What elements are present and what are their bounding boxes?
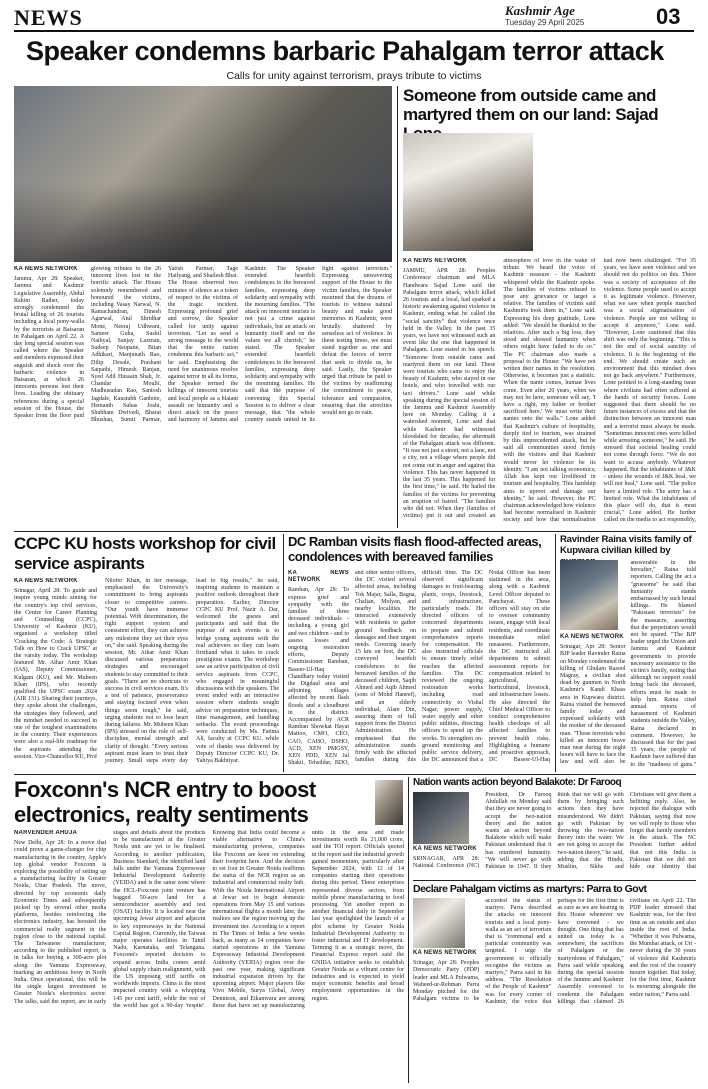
divider-col-foxconn: [408, 777, 409, 1083]
foxconn-byline: NARVENDER AHUJA: [14, 830, 78, 836]
divider-col-ramban: [555, 534, 556, 772]
parra-byline: KA NEWS NETWORK: [413, 950, 477, 956]
cccp-article: [14, 578, 279, 770]
ravinder-headline: Ravinder Raina visits family of Kupwara civilian killed by: [560, 534, 692, 556]
foxconn-headline: Foxconn's NCR entry to boost electronics, realty sentiments: [14, 777, 316, 827]
farooq-article: [413, 792, 696, 877]
ramban-byline: KA NEWS NETWORK: [288, 570, 349, 584]
cccp-body: Srinagar, April 28: To guide and inspire young minds aiming for the country's top civil services, the Centre for Career Planning and Counselling (CCPC), University of Kashmir (KU), organised a workshop titled 'Cracking the Code: A Strategic Talk on How to Crack UPSC' at the varsity today. The workshop featured Mr. Athar Amir Khan (IAS), Deputy Commissioner, Kulgam (KU), and Mr. Mubeen Khan (IPS), who recently qualified the UPSC exam 2024 (AIR 131). Sharing their journeys, they spoke about the challenges, the strategies they followed, and the mindset needed to succeed in one of the toughest examinations in the country. Their experiences were also a real-life roadmap for the aspirants attending the session. Vice-Chancellor KU, Prof Nilofer Khan, in her message, emphasised the University's commitment to bring aspirants closer to competitive careers. "Our youth have immense potential. With determination, the right support system and consistent effort, they can achieve any milestone they set their eyes on," she said. Speaking during the session, Mr. Athar Amir Khan discussed various preparation strategies and encouraged students to stay committed to their goals. "There are no shortcuts to success in civil services exam. It's a test of patience, perseverance and staying focused even when things seem tough," he said, urging students not to lose heart during failures. Mr. Mubeen Khan (IPS) stressed on the role of self-discipline, mental strength and clarity of thought. "Every serious aspirant must learn to trust their journey. Small steps every day lead to big results," he said, inspiring students to maintain a positive outlook throughout their preparation. Earlier, Director CCPC KU Prof. Nazir A. Dar, welcomed the guests and participants and said that the purpose of such events is to bridge young aspirants with the real achievers so they can learn firsthand what it takes to crack prestigious exams. The workshop saw an active participation of civil service aspirants from CCPC, who engaged in meaningful discussions with the speakers. The event ended with an interactive session where students sought advice on preparation techniques, time management, and handling setbacks. The event proceedings were conducted by Ms. Fatima Ali, faculty at CCPC KU, while vote of thanks was delivered by Deputy Director CCPC KU, Dr. Yahiya Bakhtiyar.: [14, 578, 279, 765]
section-label: NEWS: [14, 5, 83, 30]
ramban-article: [288, 570, 550, 770]
lead-subhead: Calls for unity against terrorism, prays tribute to victims: [226, 70, 482, 82]
divider-col-lead: [397, 86, 398, 528]
foxconn-photo: [375, 780, 403, 825]
sajad-photo: [403, 133, 533, 251]
lead-headline: Speaker condemns barbaric Pahalgam terror attack: [26, 36, 664, 66]
lead-article: [14, 266, 392, 526]
farooq-byline: KA NEWS NETWORK: [413, 846, 477, 852]
cccp-byline: KA NEWS NETWORK: [14, 578, 78, 584]
sajad-headline: Someone from outside came and martyred them on our land: Sajad: [403, 86, 659, 124]
sajad-byline: KA NEWS NETWORK: [403, 258, 467, 264]
lead-photo: [14, 86, 392, 262]
parra-article: [413, 898, 696, 1082]
cccp-headline: CCPC KU hosts workshop for civil service aspirants: [14, 534, 276, 573]
sajad-article: [403, 258, 696, 526]
farooq-headline: Nation wants action beyond Balakote: Dr Farooq: [413, 777, 622, 788]
divider-row2: [14, 774, 696, 775]
lead-byline: KA NEWS NETWORK: [14, 266, 78, 272]
page-number: 03: [656, 4, 681, 29]
ravinder-byline: KA NEWS NETWORK: [560, 634, 624, 640]
parra-body: Srinagar, Apr 28: Peoples Democratic Party (PDP) leader and MLA Pulwama, Waheed-ur-Rehman Parra Monday pitched for the Pahalgam victims to be accorded the status of martyrs. Parra described the attacks on innocent tourists and a local pony-walla as an act of terrorism that is "communal and a particular community was targeted. I urge the government to officially recognise the victims as martyrs," Parra said in his address. "The Resolution of the People of Kashmir" was for every corner of Kashmir, the voice that perhaps for the first time is as sure as we are hearing in this House whenever we have convened - we thought. One thing that has united us today is a somewhere, the sacrifices of Pahalgam or the martyrdoms of Pahalgam," Parra said while speaking during the special session of the Jammu and Kashmir Assembly convened to condemn the Pahalgam killings that claimed 26 civilians on April 22. The PDP leader stressed that Kashmir was, for the first time as an outside and also inside the root of India. "Whether it was Pulwama, the Mumbai attack, or Uri - never during the 30 years of violence did Kashmiris and the rest of the country mourn together. But today, for the first time, Kashmir is mourning alongside the entire nation," Parra said.: [413, 898, 696, 1005]
ravinder-body: Srinagar, Apr 28: Senior BJP leader Ravinder Raina on Monday condemned the killing of Ghulam Rasool Magray, a civilian shot dead by gunmen in North Kashmir's Kandi Khass area in Kupwara district. Raina visited the bereaved family today and expressed solidarity with the mother of the deceased man. "Those terrorists who killed an innocent brave man near during the night hours will have to face the law and will also be answerable in the hereafter," Raina told reporters. Calling the act a "gruesome" he said that humanity stands embarrassed by such brutal killings. He blamed "Pakistani terrorists" for the massacre, asserting that the perpetrators would not be spared. "The BJP leader urged the Union and Jammu and Kashmir governments to provide necessary assistance to the victim's family, noting that although no support could bring back the deceased, efforts must be made to help him. Raina cited annual reports of harassment of Kashmiri students outside the Valley, Raina declared in comment. However, he discussed that for the past 35 years, the people of Kashmir have suffered due to the "madness of guns.": [560, 560, 696, 768]
issue-date: Tuesday 29 April 2025: [505, 18, 585, 27]
divider-row1: [14, 531, 696, 532]
masthead-rule: [14, 30, 694, 32]
divider-farooq-parra: [413, 880, 696, 881]
masthead: [0, 0, 708, 32]
ramban-body: Ramban, Apr 28: To express grief and sympathy with the families of three deceased individuals - including a young girl and two children - and to assess losses and ongoing restoration efforts, Deputy Commissioner Ramban, Baseer-Ul-Haq Chaudhary today visited the Digdaul area and adjoining villages affected by recent flash floods and a cloudburst in the district. Accompanied by ACR Ramban Showkat Hayat Mattoo, CMO, CEO, CAO, CAHO, DSHO, ACD, XEN PMGSY, XEN PDD, XEN Jal Shakti, Tehsildar, BDO, and other senior officers, the DC visited several affected areas, including Tok Majar, Salla, Bagna, Chalian, Molyan, and nearby localities. He interacted extensively with residents to gather ground feedback on damages and their urgent needs. Covering nearly 15 km on foot, the DC conveyed heartfelt condolences to the bereaved families of the deceased children, Saqib Ahmed and Aqib Ahmed (sons of Mohd Haneef), and an elderly individual, Alam Din, assuring them of full support from the District Administration. He emphasised that the administration stands firmly with the affected families during this difficult time. The DC observed significant damages to fruit-bearing plants, crops, livestock, and infrastructure, particularly roads. He directed officers of concerned departments to prepare and submit comprehensive reports for compensation. He also instructed officials to ensure timely relief reaches the affected families. The DC reviewed the ongoing restoration works including road connectivity to Vishal Nagar, power supply, water supply and other public utilities, directing officers to speed up the works. To strengthen on-ground monitoring and public service delivery, the DC announced that a Nodal Officer has been stationed in the area, along with a Kashmir Level Officer deputed to Panchayat. These officers will stay on site to oversee community issues, engage with local residents, and coordinate immediate relief measures. Furthermore, the DC instructed all departments to submit assessment reports for compensation related to agricultural, horticultural, livestock, and infrastructure losses. He also directed the Chief Medical Officer to conduct comprehensive health checkups of all affected families to prevent health risks. Highlighting a humane and proactive approach, DC Baseer-Ul-Haq: [288, 570, 550, 767]
divider-col-cccp: [283, 534, 284, 772]
parra-headline: Declare Pahalgam victims as martyrs: Parra to Govt: [413, 883, 647, 895]
ravinder-article: [560, 560, 696, 770]
ramban-headline: DC Ramban visits flash flood-affected areas, condolences with bereaved families: [288, 534, 542, 564]
newspaper-logo: Kashmir Age: [505, 3, 575, 18]
farooq-body: SRINAGAR, APR 28: National Conference (NC) President, Dr Farooq Abdullah on Monday said that they are never going to accept the two-nation theory and the nation wants an action beyond Balakote which will make Pakistan understand that it has murdered humanity. "We will never go with Pakistan in 1947. If they think that we will go with them by bringing such actions then they have misunderstood. We didn't go with Pakistan by throwing the two-nation theory into the water. We are not going to accept the two-nation theory," he said, adding that the Hindu, Muslim, Sikhs and Christians will give them a befitting reply. Also, he rejected the dialogue with Pakistan, saying that now we will reply to those who forget that family members in the attack. The NC President further added that not this India is Pakistan that we did not hide our identity that: [413, 792, 696, 871]
lead-body: Jammu, Apr 28: Speaker, Jammu and Kashmir Legislative Assembly, Abdul Rahim Rather, today strongly condemned the brutal killing of 26 tourists including a local pony-walla by the terrorists at Baisaran in Pahalgam on April 22. A day long special session was called where the Speaker and members expressed their anguish and shock over the barbaric violence in Baisaran, at which 26 innocents persons lost their lives. Leading the obituary references during a special session of the House, the Speaker from the floor paid glowing tributes to the 26 innocent lives lost in the horrific attack. The House solemnly remembered and honoured the victims, including Vasay Narwal, N. Ramachandran, Dinesh Agarwal, Atul Shridhar Mone, Neeraj Udhwani, Sameer Guha, Sushil Nathyal, Sanjay Laxman, Sudeep Neupane, Bitan Adhikari, Manjunath Rao, Dilip Desale, Prashant Satpathi, Himesh Ranjan, Syed Adil Hussain Shah, Jr. Chandar Moulii, Madhusudan Rao, Santosh Jagdale, Kaustubh Ganbote, Hemanth Suhas Joshi, Shubham Dwivedi, Bharat Bhushan, Sumit Parmar, Yatish Parmar, Tage Hailyang, and Shailesh Bhai. The House observed two minutes of silence as a token of respect to the victims of the tragic incident. Expressing profound grief and sorrow, the Speaker called for unity against terrorism. "Let us send a strong message to the world that the entire nation condemns this barbaric act," he said. Emphasising the need for unanimous resolve against terror in all its forms, the Speaker termed the killings of innocent tourists and local people as a blatant assault on humanity and a direct attack on the peace and harmony of Jammu and Kashmir. The Speaker extended heartfelt condolences to the bereaved families, expressing deep solidarity and sympathy with the mourning families. "The attack on innocent tourists is not just a crime against individuals, but an attack on humanity itself and on the values we all cherish," he stated. The Speaker extended heartfelt condolences to the bereaved families, expressing deep solidarity and sympathy with the mourning families. He said that the purpose of convening this Special Session is to deliver a clear message, that "the whole country stands united in its fight against terrorism." Expressing unwavering support of the House to the victim families, the Speaker mourned that the dreams of tourists to witness natural beauty and make good memories in Kashmir, were brutally shattered by senseless act of violence. In these testing times, we must stand together as one and defeat the forces of terror that seek to divide us, he said. Lastly, the Speaker urged that tribute be paid to the victims by reaffirming the commitment to peace, tolerance and compassion, ensuring that the atrocities would not go in vain.: [14, 266, 392, 424]
foxconn-article: [14, 830, 404, 1082]
sajad-body: JAMMU, APR 28: Peoples Conference chairman and MLA Handwara Sajad Lone said the Pahalgam terror attack, which killed 26 tourists and a local, had sparked a historic awakening against violence in Kashmir, ending what he called the "social sanctity" that violence once held in the Valley. In the past 35 years, we have not witnessed such an event like the one that happened in Pahalgam. Lone stated in his speech. "Someone from outside came and martyred them on our land. These were tourists who came to enjoy the beauty of Kashmir, who stayed in our hotels, and who travelled with our taxi drivers." Lone said while speaking during the special session of the Jammu and Kashmir Assembly here on Monday. Calling it a watershed moment, Lone said that while Kashmir had witnessed bloodshed for decades, the aftermath of the Pahalgam attack was different. "It was not just a street, not a lane, not a city, not a village where people did not come out in anger and against this violence. This has never happened in the last 35 years. This happened for the first time," he said. He hailed the families of the victims for preventing an eruption of hatred. "The families who did not. When they (families of victims) put it out and created an atmosphere of love in the wake of tribute. We heard the voice of Kashmir reassure - the Kashmir whispered while the Kashmir spoke. The families of victims refused to pose any grievance or target a relative. The families of victims said Kashmiris took them in," Lone said. Expressing his deep gratitude, Lone added: "We should be thankful to the relatives. After such a big loss, they stood and showed humanity when others might have failed to do so." The PC chairman also made a proposal to the House: "We have not written their names in the resolution. Otherwise, it becomes just a statistic. When the name comes, human lives come. Even after 20 years, when we may not be here, someone will say, 'I have a right, my father or brother sacrificed here.' We must write their names onto the walls." Lone added that Kashmir's culture of hospitality, deeply tied to tourism, was strained by this unprecedented attack, but he said all communities stood firmly with the visitors and that Kashmir would never let violence be its identity. "I am not talking economics; Allah has kept our livelihood in tourism and hospitality. This hardship aims to uproot and damage our identity," he said. However, the PC chairman acknowledged how violence had become normalised in Kashmir society and how that normalisation had now been challenged. "For 35 years, we have seen violence and we should not do politics on this. There was a society of acceptance of the violence. Some people used to accept it as legitimate violence. However, what we saw when people marched was a social stigmatisation of violence. People are not willing to accept it anymore," Lone said. "However, Lone cautioned that this shift was only the beginning. "This is not the end of social sanctity of violence. It is the beginning of the end. We should create such an environment that this mindset does not go back anywhere." Furthermore, Lone pointed to a long-standing issue where civilians had often suffered at the hands of security forces. Lone suggested that there should be no future instances of excess and that the distinction between an innocent man and a terrorist must always be made. "Sometimes innocent ones were killed while arresting someone," he said. He stressed that societal healing could not come through force. "We do not want to accuse anybody. Whatever happened. But the inhabitants of J&K - unless the wounds of J&K heal, we will not heal," Lone said. "The police have a limited role. The army has a limited role. What the inhabitants of this place will do, that is most crucial," Lone added. He further called on the media to act responsibly,: [403, 258, 696, 524]
foxconn-body: New Delhi, Apr 28: In a move that could prove a game-changer for chip manufacturing in the country, Apple's top global vendor Foxconn is exploring the possibility of setting up a manufacturing facility in Greater Noida, Uttar Pradesh. The move, directed by top economic daily Economic Times and subsequently picked up by several other media platforms, besides reinforcing the electronics industry, has boosted the commercial realty segment in the region close to the national capital. The Taiwanese manufacturer, according to the published report, is in talks for buying a 300-acre plot along the Yamuna Expressway, marking an ambitious foray in North India. Once operational, this will be the single largest investment in Greater Noida's electronics sector. The talks, said the report, are in early stages and details about the products to be manufactured at the Greater Noida unit are yet to be finalised. According to another publication, Business Standard, the identified land falls under the Yamuna Expressway Industrial Development Authority (YEIDA) and is the same zone where the HCL-Foxconn joint venture has bagged 50-acre land for a semiconductor assembly and test (OSAT) facility. It is located near the upcoming Jewar airport and adjacent to key expressways in the National Capital Region. Currently, the Taiwan major operates facilities in Tamil Nadu, Karnataka, and Telangana. Foxconn's reported decision to expand across India comes amid global supply chain realignment, with the US imposing stiff tariffs on worldwide imports. China is the most impacted country with a whopping 145 per cent tariff, while the rest of the world has got a 90-day 'respite'. Knowing that India could become a viable alternative to China's manufacturing prowess, companies like Foxconn are keen on extending their footprint here. And the decision to set foot in Greater Noida reaffirms the status of the NCR region as an industrial and commercial realty hub. With the Noida International Airport at Jewar set to begin domestic operations from May 15 and various international flights a month later, the realtors see the region moving up the investment tier. According to a report in The Times of India a few weeks back, as many as 14 companies have started operations in the Yamuna Expressway Industrial Development Authority (YEIDA) region over the past one year, making significant industrial expansion driven by the upcoming airport. Major players like Vivo Mobile, Surya Global, Avery Dennison, and Eikamvara are among those that have set up manufacturing units in the area and made investments worth Rs 21,000 crore, said the TOI report. Officials quoted in the report said the industrial growth gained momentum, particularly after September 2024, with 12 of 14 companies starting their operations during this period. These enterprises represented diverse sectors, from mobile phone manufacturing to food processing. Yet another report in another financial daily in September last year spotlighted the launch of a plot scheme by Greater Noida Industrial Development Authority to foster industrial and IT development. Terming it as a strategic move, the Financial Express report said the GNIDA initiative seeks to establish Greater Noida as a vibrant centre for industries and is expected to yield major economic benefits and broad employment opportunities in the region.: [14, 830, 404, 1009]
